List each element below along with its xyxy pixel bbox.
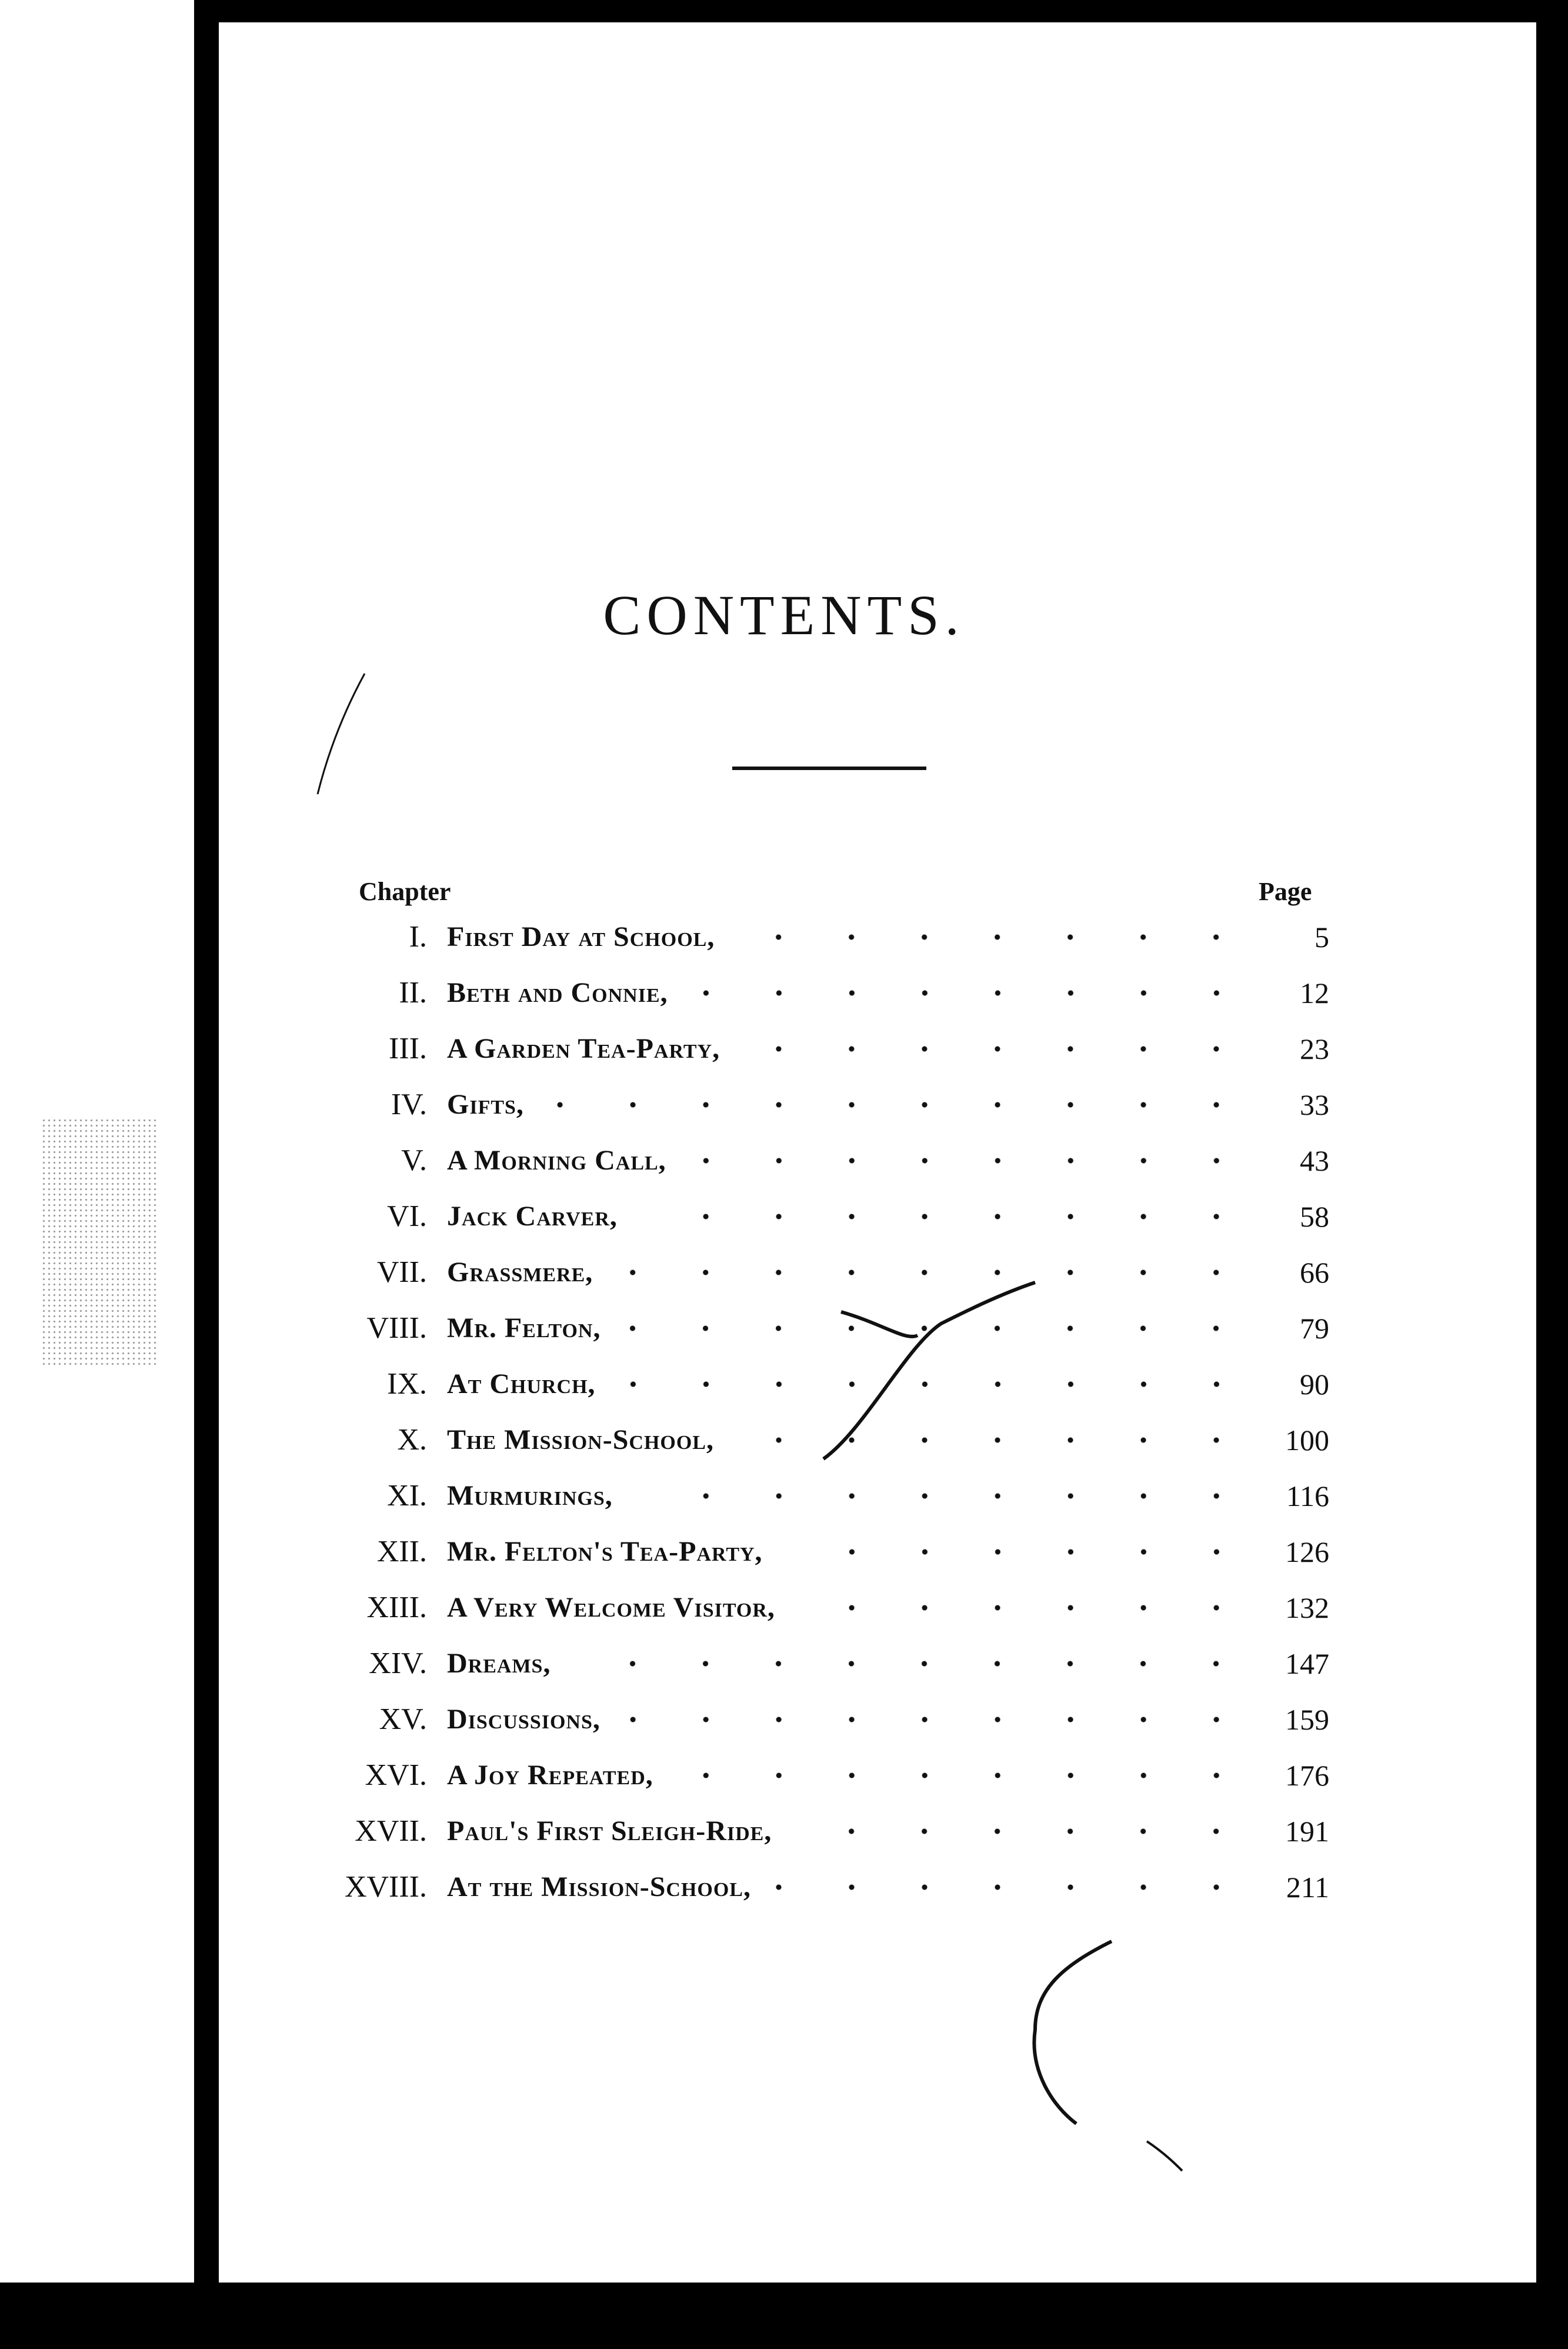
chapter-title: Jack Carver,	[447, 1200, 629, 1232]
page-number: 66	[1300, 1255, 1329, 1289]
scan-bottom-border	[0, 2283, 1568, 2349]
chapter-title: Mr. Felton's Tea-Party,	[447, 1535, 775, 1568]
page-number: 23	[1300, 1032, 1329, 1065]
chapter-column-header: Chapter	[359, 877, 451, 906]
leader-dots	[641, 1214, 1253, 1220]
toc-entry	[329, 1412, 1329, 1468]
leader-dots	[738, 934, 1253, 940]
leader-dots	[799, 1605, 1253, 1611]
page-number: 116	[1286, 1479, 1329, 1512]
page-number: 132	[1285, 1591, 1329, 1624]
chapter-number: XVI.	[365, 1758, 427, 1792]
chapter-title: Beth and Connie,	[447, 977, 680, 1009]
toc-entry	[329, 909, 1329, 965]
chapter-number: XIV.	[369, 1647, 427, 1680]
chapter-title: First Day at School,	[447, 921, 726, 953]
chapter-title: Grassmere,	[447, 1256, 605, 1288]
page-number: 43	[1300, 1144, 1329, 1177]
toc-entry	[329, 1300, 1329, 1356]
toc-entry	[329, 1021, 1329, 1077]
toc-entry	[329, 1803, 1329, 1859]
table-of-contents	[329, 909, 1329, 1915]
page-number: 191	[1285, 1814, 1329, 1848]
page-number: 90	[1300, 1367, 1329, 1401]
page-number: 33	[1300, 1088, 1329, 1121]
toc-entry	[329, 1468, 1329, 1524]
chapter-title: Paul's First Sleigh-Ride,	[447, 1815, 783, 1847]
chapter-number: XIII.	[366, 1591, 427, 1624]
page-number: 5	[1315, 920, 1329, 954]
chapter-title: A Morning Call,	[447, 1144, 678, 1177]
page-number: 159	[1285, 1702, 1329, 1736]
chapter-number: V.	[401, 1144, 427, 1177]
page-column-header: Page	[1259, 877, 1312, 906]
leader-dots	[692, 990, 1253, 996]
page-number: 211	[1286, 1870, 1329, 1904]
toc-entry	[329, 1859, 1329, 1915]
chapter-number: X.	[397, 1423, 427, 1457]
toc-entry	[329, 1132, 1329, 1188]
leader-dots	[677, 1772, 1253, 1778]
chapter-title: Discussions,	[447, 1703, 612, 1735]
leader-dots	[619, 1381, 1253, 1387]
chapter-number: XII.	[376, 1535, 427, 1568]
chapter-number: XVIII.	[344, 1870, 427, 1904]
toc-entry	[329, 1524, 1329, 1580]
toc-entry	[329, 1356, 1329, 1412]
leader-dots	[624, 1717, 1253, 1722]
toc-entry	[329, 1691, 1329, 1747]
chapter-number: XVII.	[355, 1814, 427, 1848]
chapter-title: The Mission-School,	[447, 1424, 726, 1456]
toc-entry	[329, 965, 1329, 1021]
toc-entry	[329, 1635, 1329, 1691]
chapter-title: A Joy Repeated,	[447, 1759, 665, 1791]
toc-entry	[329, 1580, 1329, 1635]
page-number: 147	[1285, 1647, 1329, 1680]
leader-dots	[786, 1549, 1253, 1555]
chapter-number: III.	[389, 1032, 427, 1065]
page-number: 176	[1285, 1758, 1329, 1792]
page-number: 100	[1285, 1423, 1329, 1457]
leader-dots	[636, 1493, 1253, 1499]
chapter-number: VIII.	[366, 1311, 427, 1345]
chapter-number: II.	[399, 976, 427, 1009]
leader-dots	[548, 1102, 1253, 1108]
page-number: 12	[1300, 976, 1329, 1009]
leader-dots	[690, 1158, 1253, 1164]
chapter-title: Dreams,	[447, 1647, 562, 1680]
chapter-title: Mr. Felton,	[447, 1312, 612, 1344]
leader-dots	[738, 1437, 1253, 1443]
chapter-number: IV.	[391, 1088, 427, 1121]
toc-entry	[329, 1244, 1329, 1300]
leader-dots	[775, 1884, 1253, 1890]
chapter-title: A Garden Tea-Party,	[447, 1032, 732, 1065]
toc-entry	[329, 1077, 1329, 1132]
chapter-number: XV.	[379, 1702, 427, 1736]
page-number: 58	[1300, 1200, 1329, 1233]
chapter-title: Gifts,	[447, 1088, 536, 1121]
chapter-number: I.	[409, 920, 427, 954]
leader-dots	[795, 1828, 1253, 1834]
chapter-number: VI.	[387, 1200, 427, 1233]
leader-dots	[743, 1046, 1253, 1052]
chapter-title: A Very Welcome Visitor,	[447, 1591, 787, 1624]
title-rule	[732, 767, 926, 770]
toc-entry	[329, 1188, 1329, 1244]
page-number: 79	[1300, 1311, 1329, 1345]
leader-dots	[574, 1661, 1253, 1667]
chapter-number: IX.	[387, 1367, 427, 1401]
chapter-title: At Church,	[447, 1368, 608, 1400]
leader-dots	[616, 1270, 1253, 1275]
chapter-title: At the Mission-School,	[447, 1871, 763, 1903]
chapter-number: XI.	[387, 1479, 427, 1512]
page-number: 126	[1285, 1535, 1329, 1568]
chapter-title: Murmurings,	[447, 1480, 625, 1512]
toc-entry	[329, 1747, 1329, 1803]
leader-dots	[624, 1325, 1253, 1331]
chapter-number: VII.	[376, 1255, 427, 1289]
page-title: CONTENTS.	[603, 584, 965, 647]
